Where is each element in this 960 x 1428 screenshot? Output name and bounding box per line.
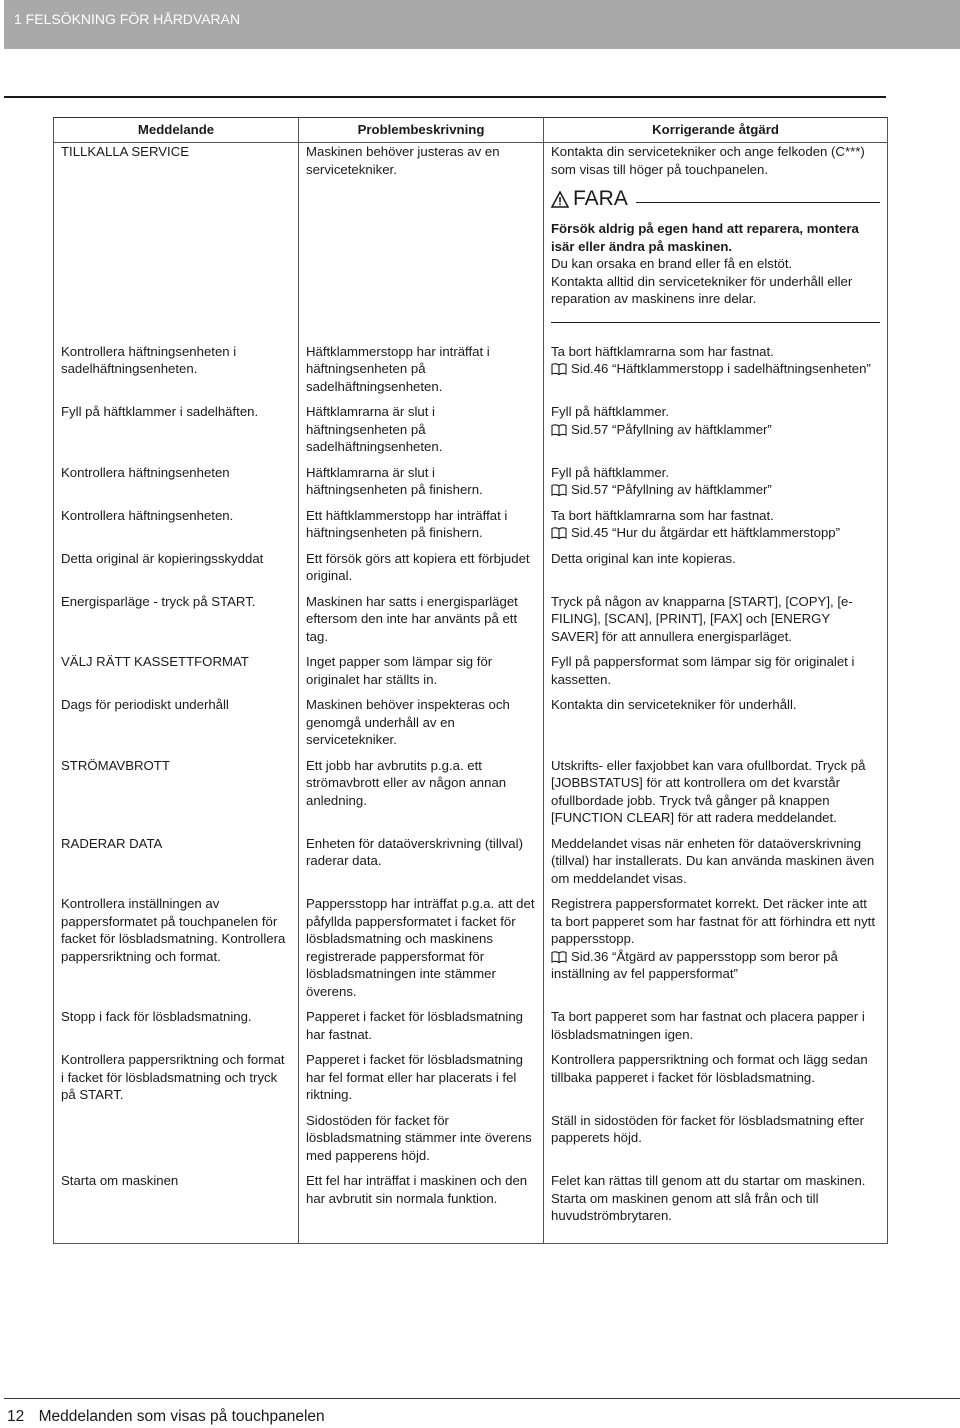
action-cell bbox=[544, 507, 888, 550]
message-cell: Kontrollera inställningen av pappersformatet på touchpanelen för facket för lösbladsmatning. Kontrollera pappersriktning och format. bbox=[54, 895, 299, 1008]
page-reference[interactable] bbox=[551, 421, 880, 439]
action-text: Fyll på häftklammer. bbox=[551, 404, 669, 419]
table-row bbox=[54, 696, 888, 757]
problem-cell: Maskinen har satts i energisparläget eftersom den inte har använts på ett tag. bbox=[299, 593, 544, 654]
action-text: Fyll på häftklammer. bbox=[551, 464, 669, 480]
message-cell: Starta om maskinen bbox=[54, 1172, 299, 1243]
action-cell: Meddelandet visas när enheten för dataöverskrivning (tillval) har installerats. Du kan använda maskinen även om meddelandet visas. bbox=[544, 835, 888, 896]
warning-header bbox=[551, 182, 880, 216]
book-icon bbox=[551, 951, 567, 963]
table-row bbox=[54, 143, 888, 343]
problem-cell: Papperet i facket för lösbladsmatning har fastnat. bbox=[299, 1008, 544, 1051]
action-cell: Tryck på någon av knapparna [START], [COPY], [e-FILING], [SCAN], [PRINT], [FAX] och [ENERGY SAVER] för att annullera energisparläget. bbox=[544, 593, 888, 654]
message-cell: Stopp i fack för lösbladsmatning. bbox=[54, 1008, 299, 1051]
book-icon bbox=[551, 484, 567, 496]
table-row bbox=[54, 653, 888, 696]
action-cell: Felet kan rättas till genom att du startar om maskinen. Starta om maskinen genom att slå från och till huvudströmbrytaren. bbox=[544, 1172, 888, 1243]
table-row bbox=[54, 550, 888, 593]
action-text: Registrera pappersformatet korrekt. Det räcker inte att ta bort papperet som har fastnat för att förhindra ett nytt pappersstopp. bbox=[551, 896, 876, 946]
message-cell: Kontrollera häftningsenheten. bbox=[54, 507, 299, 550]
header-rule bbox=[4, 96, 886, 98]
table-row bbox=[54, 343, 888, 404]
action-cell: Detta original kan inte kopieras. bbox=[544, 550, 888, 593]
table-row bbox=[54, 757, 888, 835]
message-cell: Fyll på häftklammer i sadelhäften. bbox=[54, 403, 299, 464]
book-icon bbox=[551, 424, 567, 436]
table-row bbox=[54, 1172, 888, 1243]
reference-text: Sid.45 “Hur du åtgärdar ett häftklammerstopp” bbox=[571, 525, 841, 540]
warning-triangle-icon bbox=[551, 191, 569, 208]
message-table bbox=[53, 117, 888, 1244]
reference-text: Sid.46 “Häftklammerstopp i sadelhäftningsenheten” bbox=[571, 361, 871, 376]
message-cell: TILLKALLA SERVICE bbox=[54, 143, 299, 343]
problem-cell: Inget papper som lämpar sig för originalet har ställts in. bbox=[299, 653, 544, 696]
problem-cell: Ett försök görs att kopiera ett förbjudet original. bbox=[299, 550, 544, 593]
message-cell: Kontrollera häftningsenheten bbox=[54, 464, 299, 507]
problem-cell: Papperet i facket för lösbladsmatning har fel format eller har placerats i fel riktning. bbox=[299, 1051, 544, 1112]
message-cell: RADERAR DATA bbox=[54, 835, 299, 896]
table-row bbox=[54, 403, 888, 464]
page-footer bbox=[7, 1408, 325, 1426]
problem-cell: Ett fel har inträffat i maskinen och den har avbrutit sin normala funktion. bbox=[299, 1172, 544, 1243]
message-cell: Kontrollera pappersriktning och format i facket för lösbladsmatning och tryck på START. bbox=[54, 1051, 299, 1172]
problem-cell: Ett jobb har avbrutits p.g.a. ett strömavbrott eller av någon annan anledning. bbox=[299, 757, 544, 835]
action-cell bbox=[544, 464, 888, 507]
reference-text: Sid.57 “Påfyllning av häftklammer” bbox=[571, 421, 772, 437]
message-cell: STRÖMAVBROTT bbox=[54, 757, 299, 835]
footer-rule bbox=[4, 1398, 960, 1399]
problem-cell: Enheten för dataöverskrivning (tillval) raderar data. bbox=[299, 835, 544, 896]
chapter-title: 1 FELSÖKNING FÖR HÅRDVARAN bbox=[14, 11, 241, 27]
message-cell: VÄLJ RÄTT KASSETTFORMAT bbox=[54, 653, 299, 696]
action-cell: Ta bort papperet som har fastnat och placera papper i lösbladsmatningen igen. bbox=[544, 1008, 888, 1051]
reference-text: Sid.36 “Åtgärd av pappersstopp som beror på inställning av fel pappersformat” bbox=[551, 948, 838, 981]
action-cell: Kontrollera pappersriktning och format och lägg sedan tillbaka papperet i facket för lösbladsmatning. bbox=[544, 1051, 888, 1112]
action-cell: Fyll på pappersformat som lämpar sig för originalet i kassetten. bbox=[544, 653, 888, 696]
action-cell bbox=[544, 143, 888, 343]
danger-warning bbox=[551, 182, 880, 323]
table-row bbox=[54, 835, 888, 896]
action-cell bbox=[544, 403, 888, 464]
column-header-problem: Problembeskrivning bbox=[299, 118, 544, 143]
action-cell: Ställ in sidostöden för facket för lösbladsmatning efter papperets höjd. bbox=[544, 1112, 888, 1173]
table-row bbox=[54, 895, 888, 1008]
problem-cell: Pappersstopp har inträffat p.g.a. att det påfyllda pappersformatet i facket för lösbladsmatning och maskinens registrerade pappersformat för lösbladsmatningen inte stämmer överens. bbox=[299, 895, 544, 1008]
page-reference[interactable] bbox=[551, 948, 880, 983]
problem-cell: Häftklammerstopp har inträffat i häftningsenheten på sadelhäftningsenheten. bbox=[299, 343, 544, 404]
warning-line: Du kan orsaka en brand eller få en elstöt. bbox=[551, 256, 793, 271]
table-row bbox=[54, 507, 888, 550]
reference-text: Sid.57 “Påfyllning av häftklammer” bbox=[571, 482, 772, 497]
table-row bbox=[54, 593, 888, 654]
problem-cell: Ett häftklammerstopp har inträffat i häftningsenheten på finishern. bbox=[299, 507, 544, 550]
problem-cell: Häftklamrarna är slut i häftningsenheten på finishern. bbox=[299, 464, 544, 507]
table-row bbox=[54, 1008, 888, 1051]
action-text: Ta bort häftklamrarna som har fastnat. bbox=[551, 343, 774, 359]
action-text: Ta bort häftklamrarna som har fastnat. bbox=[551, 507, 774, 523]
warning-bottom-rule bbox=[551, 322, 880, 323]
warning-bold-line: Försök aldrig på egen hand att reparera, montera isär eller ändra på maskinen. bbox=[551, 221, 859, 254]
book-icon bbox=[551, 527, 567, 539]
warning-body bbox=[551, 220, 880, 308]
action-cell bbox=[544, 895, 888, 1008]
column-header-message: Meddelande bbox=[54, 118, 299, 143]
message-cell: Detta original är kopieringsskyddat bbox=[54, 550, 299, 593]
chapter-header bbox=[4, 0, 960, 49]
column-header-action: Korrigerande åtgärd bbox=[544, 118, 888, 143]
table-row bbox=[54, 1051, 888, 1112]
page-number: 12 bbox=[7, 1408, 25, 1425]
action-cell bbox=[544, 343, 888, 404]
message-cell: Kontrollera häftningsenheten i sadelhäftningsenheten. bbox=[54, 343, 299, 404]
warning-rule bbox=[636, 202, 880, 203]
action-cell: Kontakta din servicetekniker för underhåll. bbox=[544, 696, 888, 757]
page-reference[interactable] bbox=[551, 481, 880, 499]
problem-cell: Sidostöden för facket för lösbladsmatning stämmer inte överens med papperens höjd. bbox=[299, 1112, 544, 1173]
message-cell: Dags för periodiskt underhåll bbox=[54, 696, 299, 757]
problem-cell: Maskinen behöver justeras av en servicetekniker. bbox=[299, 143, 544, 343]
warning-title: FARA bbox=[573, 187, 628, 211]
warning-line: Kontakta alltid din servicetekniker för underhåll eller reparation av maskinens inre delar. bbox=[551, 273, 853, 306]
table-header-row bbox=[54, 118, 888, 143]
section-title: Meddelanden som visas på touchpanelen bbox=[38, 1408, 325, 1425]
page-reference[interactable] bbox=[551, 360, 880, 378]
problem-cell: Häftklamrarna är slut i häftningsenheten på sadelhäftningsenheten. bbox=[299, 403, 544, 464]
table-row bbox=[54, 464, 888, 507]
book-icon bbox=[551, 363, 567, 375]
problem-cell: Maskinen behöver inspekteras och genomgå underhåll av en servicetekniker. bbox=[299, 696, 544, 757]
page-reference[interactable] bbox=[551, 524, 880, 542]
action-text: Kontakta din servicetekniker och ange felkoden (C***) som visas till höger på touchpanelen. bbox=[551, 144, 865, 177]
message-cell: Energisparläge - tryck på START. bbox=[54, 593, 299, 654]
action-cell: Utskrifts- eller faxjobbet kan vara ofullbordat. Tryck på [JOBBSTATUS] för att kontrollera om det kvarstår ofullbordade jobb. Tryck två gånger på knappen [FUNCTION CLEAR] för att radera meddelandet. bbox=[544, 757, 888, 835]
